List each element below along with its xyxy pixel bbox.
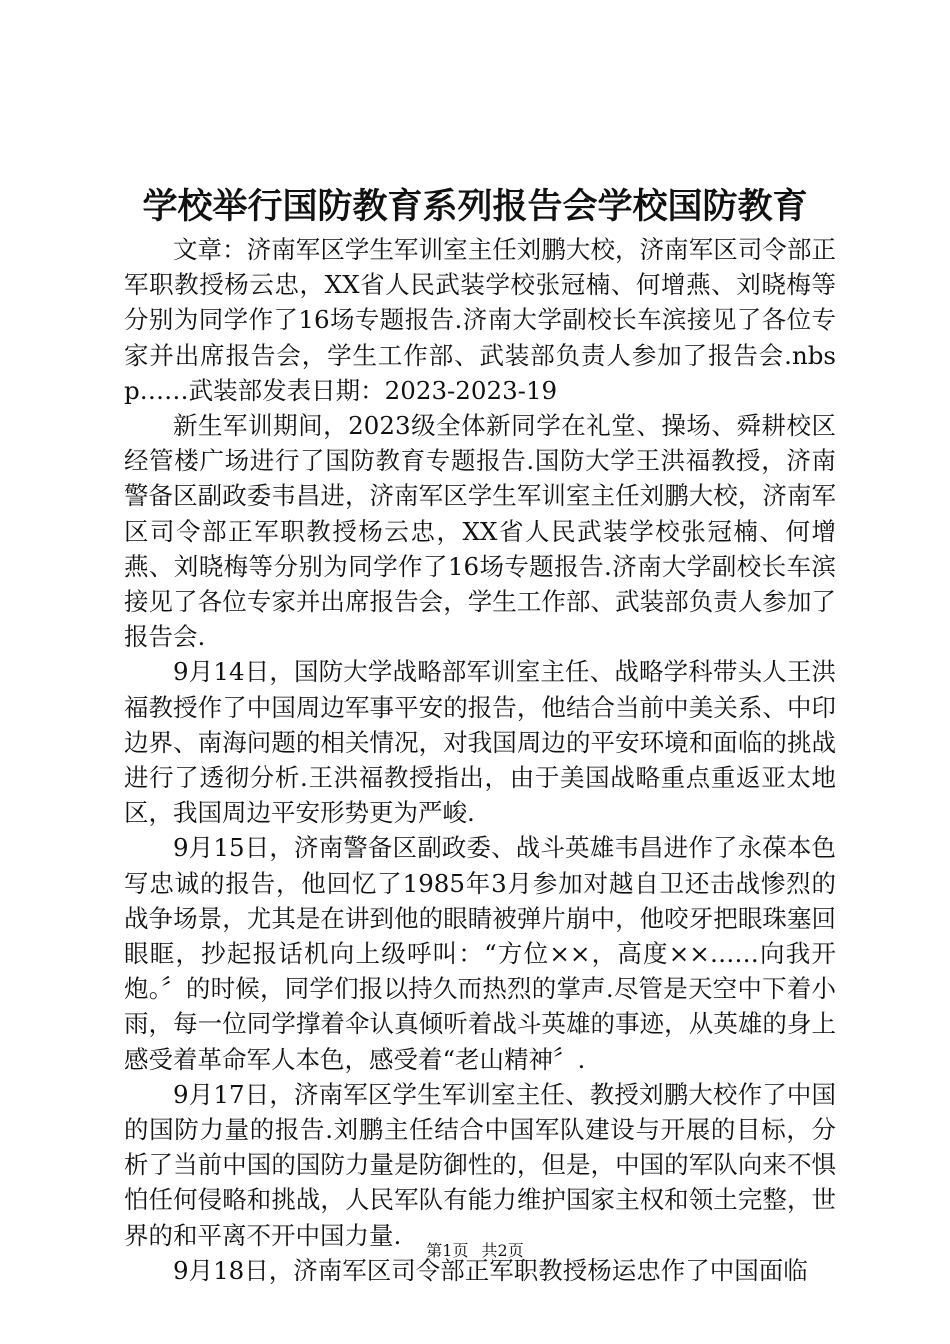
- paragraph-sep14: 9月14日，国防大学战略部军训室主任、战略学科带头人王洪福教授作了中国周边军事平安的报告，他结合当前中美关系、中印边界、南海问题的相关情况，对我国周边的平安环境和面临的挑战进行了透彻分析.王洪福教授指出，由于美国战略重点重返亚太地区，我国周边平安形势更为严峻.: [124, 657, 836, 828]
- page-total: 共2页: [481, 1241, 524, 1260]
- paragraph-intro: 新生军训期间，2023级全体新同学在礼堂、操场、舜耕校区经管楼广场进行了国防教育专题报告.国防大学王洪福教授，济南警备区副政委韦昌进，济南军区学生军训室主任刘鹏大校，济南军区司令部正军职教授杨云忠，XX省人民武装学校张冠楠、何增燕、刘晓梅等分别为同学作了16场专题报告.济南大学副校长车滨接见了各位专家并出席报告会，学生工作部、武装部负责人参加了报告会.: [124, 411, 836, 652]
- page-number: 第1页: [426, 1241, 469, 1260]
- document-title: 学校举行国防教育系列报告会学校国防教育: [142, 186, 808, 227]
- page-footer: [0, 1241, 950, 1261]
- paragraph-summary: 文章：济南军区学生军训室主任刘鹏大校，济南军区司令部正军职教授杨云忠，XX省人民武装学校张冠楠、何增燕、刘晓梅等分别为同学作了16场专题报告.济南大学副校长车滨接见了各位专家并出席报告会，学生工作部、武装部负责人参加了报告会.nbsp……武装部发表日期：2023-2023-19: [124, 235, 836, 405]
- paragraph-sep15: 9月15日，济南警备区副政委、战斗英雄韦昌进作了永葆本色写忠诚的报告，他回忆了1985年3月参加对越自卫还击战惨烈的战争场景，尤其是在讲到他的眼睛被弹片崩中，他咬牙把眼珠塞回眼眶，抄起报话机向上级呼叫：“方位××，高度××……向我开炮。〞的时候，同学们报以持久而热烈的掌声.尽管是天空中下着小雨，每一位同学撑着伞认真倾听着战斗英雄的事迹，从英雄的身上感受着革命军人本色，感受着“老山精神〞.: [124, 833, 836, 1074]
- paragraph-sep18: 9月18日，济南军区司令部正军职教授杨运忠作了中国面临: [173, 1255, 808, 1285]
- paragraph-sep17: 9月17日，济南军区学生军训室主任、教授刘鹏大校作了中国的国防力量的报告.刘鹏主任结合中国军队建设与开展的目标，分析了当前中国的国防力量是防御性的，但是，中国的军队向来不惧怕任何侵略和挑战，人民军队有能力维护国家主权和领土完整，世界的和平离不开中国力量.: [124, 1079, 836, 1250]
- document-body: [124, 232, 836, 1288]
